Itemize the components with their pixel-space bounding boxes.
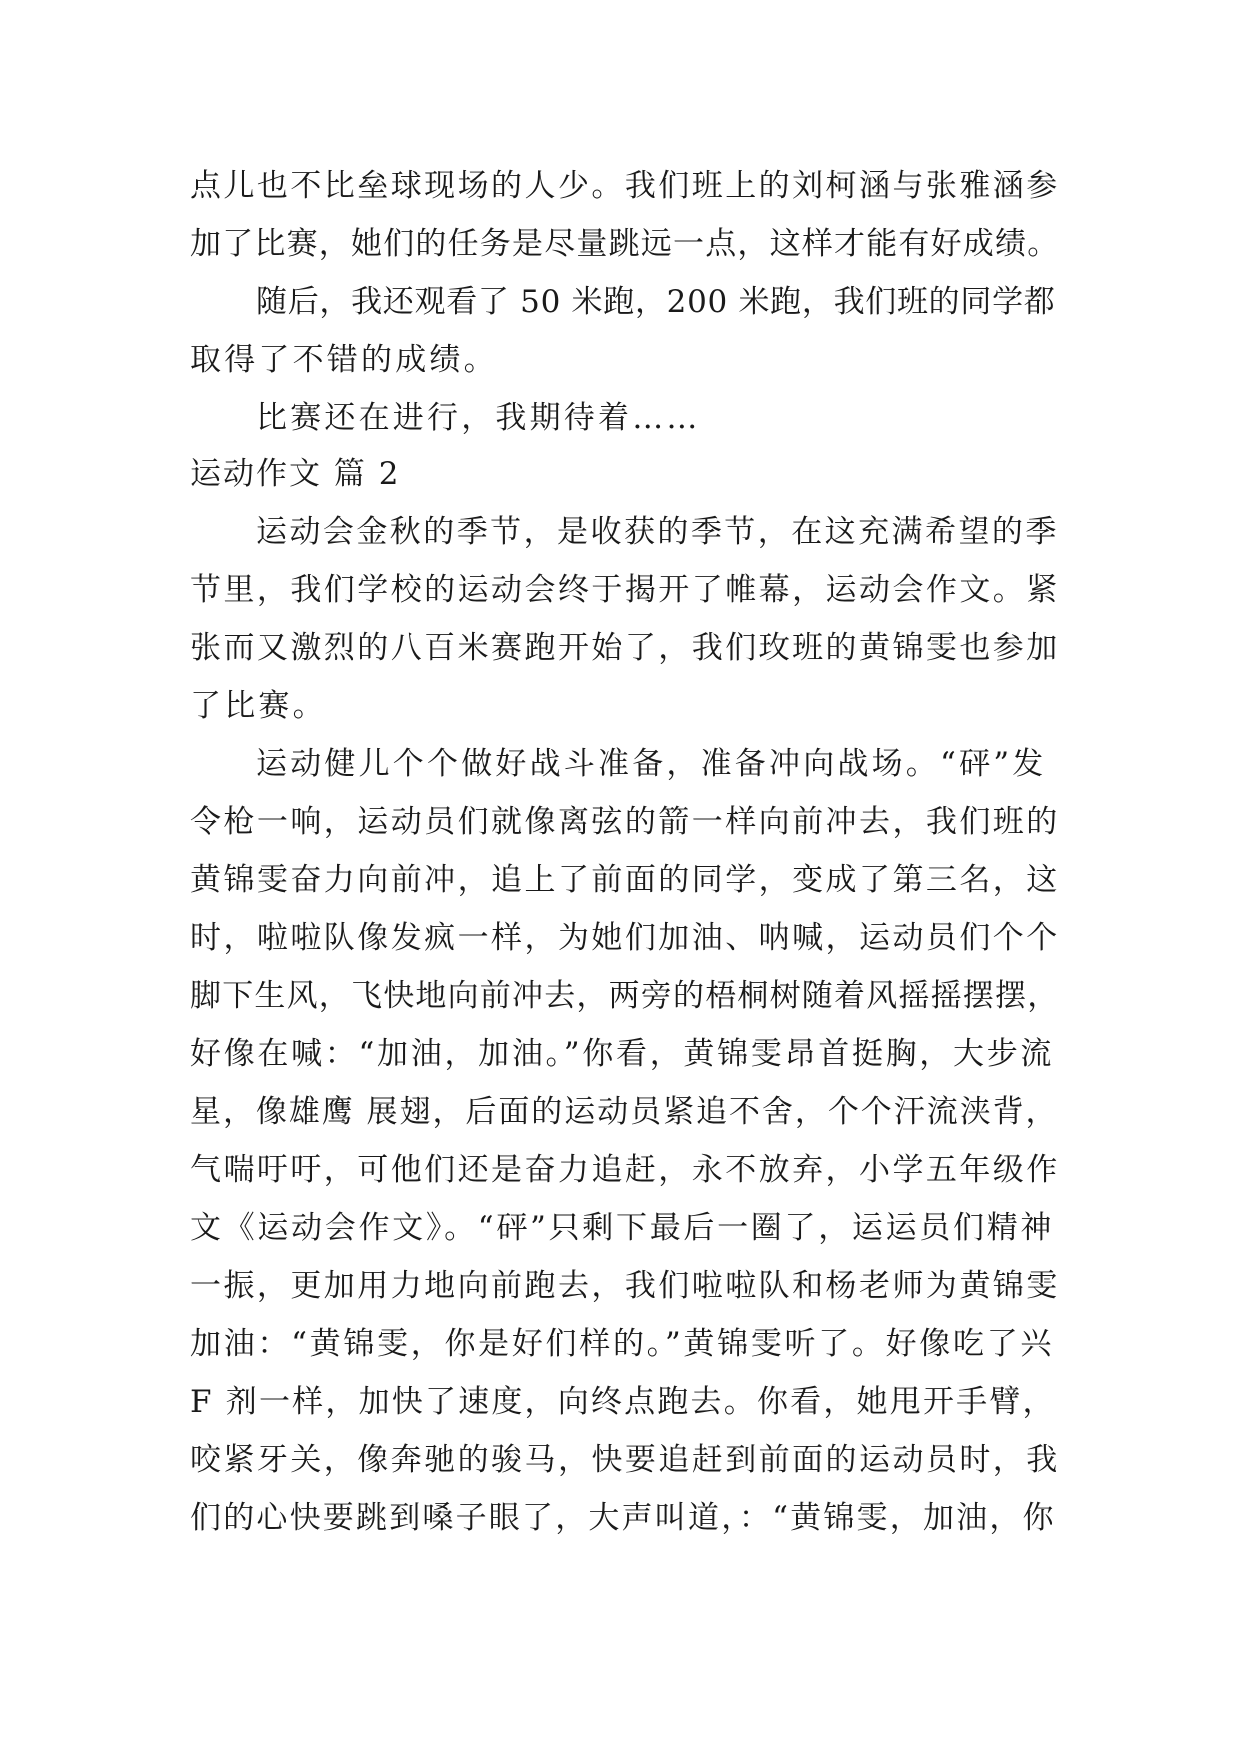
text-line: 时，啦啦队像发疯一样，为她们加油、呐喊，运动员们个个 [190,920,1060,956]
text-line: 咬紧牙关，像奔驰的骏马，快要追赶到前面的运动员时，我 [190,1442,1060,1478]
section-heading: 运动作文 篇 2 [190,456,401,492]
text-line: 加了比赛，她们的任务是尽量跳远一点，这样才能有好成绩。 [190,226,1060,262]
text-line: 黄锦雯奋力向前冲，追上了前面的同学，变成了第三名，这 [190,862,1060,898]
text-line: 点儿也不比垒球现场的人少。我们班上的刘柯涵与张雅涵参 [190,168,1060,204]
text-line: 张而又激烈的八百米赛跑开始了，我们玫班的黄锦雯也参加 [190,630,1060,666]
paragraph-first-line: 运动健儿个个做好战斗准备，准备冲向战场。“砰”发 [256,746,1047,782]
text-line: F 剂一样，加快了速度，向终点跑去。你看，她甩开手臂， [190,1384,1056,1420]
text-line: 好像在喊：“加油，加油。”你看，黄锦雯昂首挺胸，大步流 [190,1036,1055,1072]
text-line: 们的心快要跳到嗓子眼了，大声叫道，：“黄锦雯，加油，你 [190,1500,1056,1536]
text-line: 文《运动会作文》。“砰”只剩下最后一圈了，运运员们精神 [190,1210,1055,1246]
text-line: 脚下生风，飞快地向前冲去，两旁的梧桐树随着风摇摇摆摆， [190,978,1060,1014]
paragraph-first-line: 运动会金秋的季节，是收获的季节，在这充满希望的季 [256,514,1059,550]
text-line: 气喘吁吁，可他们还是奋力追赶，永不放弃，小学五年级作 [190,1152,1060,1188]
text-line: 了比赛。 [190,688,327,724]
text-line: 星，像雄鹰 展翅，后面的运动员紧追不舍，个个汗流浃背， [190,1094,1059,1130]
text-line: 加油：“黄锦雯，你是好们样的。”黄锦雯听了。好像吃了兴 [190,1326,1055,1362]
paragraph-first-line: 随后，我还观看了 50 米跑，200 米跑，我们班的同学都 [256,284,1056,320]
text-line: 节里，我们学校的运动会终于揭开了帷幕，运动会作文。紧 [190,572,1060,608]
text-line: 令枪一响，运动员们就像离弦的箭一样向前冲去，我们班的 [190,804,1060,840]
paragraph-first-line: 比赛还在进行，我期待着…… [256,400,701,436]
text-line: 一振，更加用力地向前跑去，我们啦啦队和杨老师为黄锦雯 [190,1268,1060,1304]
text-line: 取得了不错的成绩。 [190,342,498,378]
